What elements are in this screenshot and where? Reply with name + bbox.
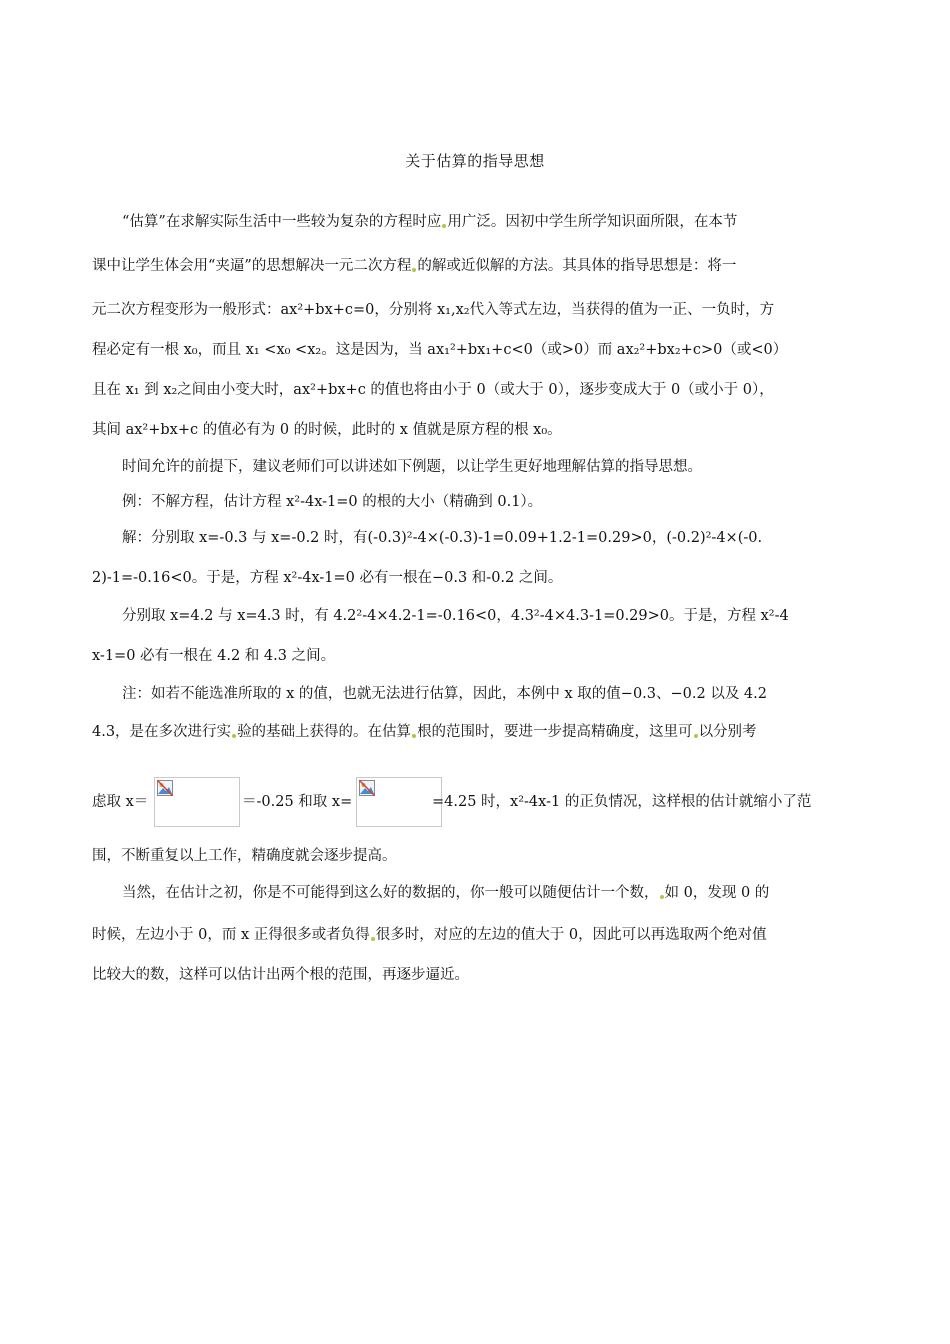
text-run: 用广泛。因初中学生所学知识面所限，在本节 [447,214,738,230]
paragraph-4-line-1: 解：分别取 x=-0.3 与 x=-0.2 时，有(-0.3)²-4×(-0.3)-1=0.09+1.2-1=0.29>0，(-0.2)²-4×(-0. [122,530,763,546]
document-title: 关于估算的指导思想 [405,152,545,170]
text-run: 根的范围时，要进一步提高精确度，这里可 [417,724,693,740]
paragraph-6-line-3b: ＝-0.25 和取 x= [242,794,353,810]
paragraph-1-line-3: 元二次方程变形为一般形式：ax²+bx+c=0，分别将 x₁,x₂代入等式左边，当获得的值为一正、一负时，方 [92,302,775,318]
text-run: 的解或近似解的方法。其具体的指导思想是：将一 [417,258,737,274]
paragraph-6-line-2 [92,722,862,742]
paragraph-1-line-2 [92,256,862,276]
text-run: 当然，在估计之初，你是不可能得到这么好的数据的，你一般可以随便估计一个数， [122,885,659,901]
text-run: 验的基础上获得的。在估算 [237,724,412,740]
text-run: 课中让学生体会用“夹逼”的思想解决一元二次方程 [92,258,412,274]
text-run: 4.3，是在多次进行实 [92,724,232,740]
text-run: 时候，左边小于 0，而 x 正得很多或者负得 [92,927,370,943]
paragraph-6-line-1: 注：如若不能选准所取的 x 的值，也就无法进行估算，因此，本例中 x 取的值−0.3、−0.2 以及 4.2 [122,686,767,702]
paragraph-6-line-4: 围，不断重复以上工作，精确度就会逐步提高。 [92,848,397,864]
paragraph-3: 例：不解方程，估计方程 x²-4x-1=0 的根的大小（精确到 0.1）。 [122,494,543,510]
paragraph-5-line-1: 分别取 x=4.2 与 x=4.3 时，有 4.2²-4×4.2-1=-0.16<0，4.3²-4×4.3-1=0.29>0。于是，方程 x²-4 [122,608,789,624]
text-run: 如 0，发现 0 的 [664,885,770,901]
mark-dot [694,734,698,738]
paragraph-1-line-4: 程必定有一根 x₀，而且 x₁ <x₀ <x₂。这是因为，当 ax₁²+bx₁+c<0（或>0）而 ax₂²+bx₂+c>0（或<0） [92,342,788,358]
paragraph-2: 时间允许的前提下，建议老师们可以讲述如下例题，以让学生更好地理解估算的指导思想。 [122,459,702,475]
mark-dot [442,224,446,228]
text-run: 很多时，对应的左边的值大于 0，因此可以再选取两个绝对值 [375,927,767,943]
paragraph-7-line-1 [122,883,862,903]
paragraph-1-line-1 [122,212,862,232]
paragraph-7-line-2 [92,925,862,945]
paragraph-1-line-5: 且在 x₁ 到 x₂之间由小变大时，ax²+bx+c 的值也将由小于 0（或大于 0），逐步变成大于 0（或小于 0）， [92,382,774,398]
broken-image-placeholder-2 [356,777,442,827]
mark-dot [412,734,416,738]
broken-image-icon [359,780,375,796]
paragraph-5-line-2: x-1=0 必有一根在 4.2 和 4.3 之间。 [92,648,336,664]
broken-image-icon [157,780,173,796]
mark-dot [660,895,664,899]
mark-dot [412,268,416,272]
paragraph-1-line-6: 其间 ax²+bx+c 的值必有为 0 的时候，此时的 x 值就是原方程的根 x₀。 [92,422,562,438]
paragraph-7-line-3: 比较大的数，这样可以估计出两个根的范围，再逐步逼近。 [92,967,469,983]
text-run: “估算”在求解实际生活中一些较为复杂的方程时应 [122,214,442,230]
paragraph-4-line-2: 2)-1=-0.16<0。于是，方程 x²-4x-1=0 必有一根在−0.3 和-0.2 之间。 [92,570,563,586]
mark-dot [232,734,236,738]
text-run: 以分别考 [698,724,757,740]
broken-image-placeholder-1 [154,777,240,827]
paragraph-6-line-3c: =4.25 时，x²-4x-1 的正负情况，这样根的估计就缩小了范 [432,794,812,810]
mark-dot [371,937,375,941]
paragraph-6-line-3a: 虑取 x＝ [92,794,149,810]
